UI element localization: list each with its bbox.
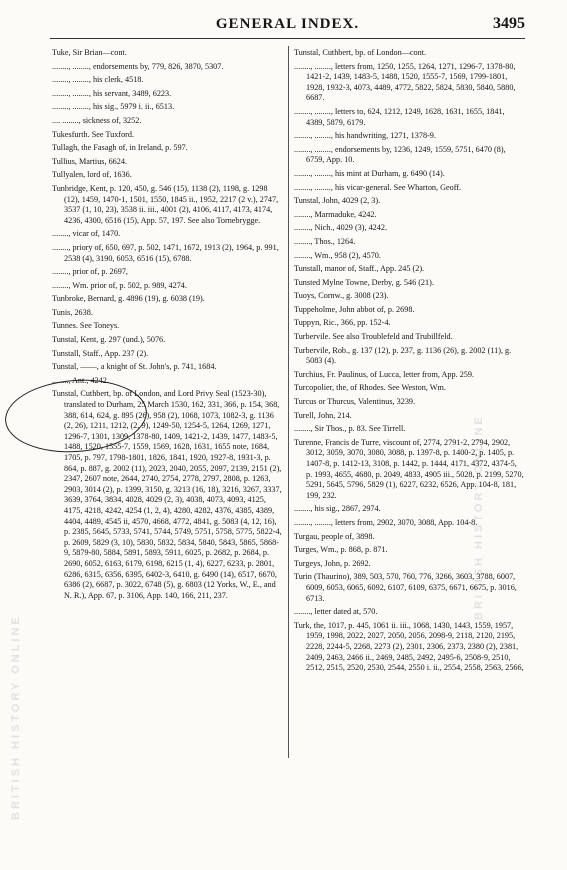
- index-entry: ........, ........, his vicar-general. See Wharton, Geoff.: [294, 182, 462, 192]
- index-entry: Tunstal, Kent, g. 297 (und.), 5076.: [52, 335, 166, 345]
- index-entry: .... ........, sickness of, 3252.: [52, 115, 142, 125]
- index-entry: ........, ........, his mint at Durham, g. 6490 (14).: [294, 168, 445, 178]
- index-entry: ........, Wm., 958 (2), 4570.: [294, 250, 381, 260]
- index-entry: Turchius, Fr. Paulinus, of Lucca, letter from, App. 259.: [294, 369, 475, 379]
- index-entry: Turcopolier, the, of Rhodes. See Weston, Wm.: [294, 383, 446, 393]
- index-entry: ........, ........, his handwriting, 1271, 1378-9.: [294, 131, 436, 141]
- index-entry: Tunbroke, Bernard, g. 4896 (19), g. 6038 (19).: [52, 294, 205, 304]
- index-entry: ........, Ant., 4242.: [52, 375, 109, 385]
- index-entry: Tuke, Sir Brian—cont.: [52, 48, 127, 57]
- index-entry: ........, vicar of, 1470.: [52, 229, 121, 239]
- index-entry: ........, ........, letters to, 624, 1212, 1249, 1628, 1631, 1655, 1841, 4389, 5879, 6179.: [294, 106, 505, 127]
- index-entry: ........, ........, letters from, 1250, 1255, 1264, 1271, 1296-7, 1378-80, 1421-2, 1439, 1483-5, 1488, 1520, 1555-7, 1569, 1799-1801, 1928, 1932-3, 4073, 4489, 4772, 5822, 5824, 5830, 5840, 5880, 6687.: [294, 61, 516, 103]
- index-entry: ........, letter dated at, 570.: [294, 607, 378, 617]
- index-entry: ........, priory of, 650, 697, p. 502, 1471, 1672, 1913 (2), 1964, p. 991, 2538 (4), 3190, 6053, 6516 (15), 6788.: [52, 242, 279, 263]
- index-entry: Turbervile, Rob., g. 137 (12), p. 237, g. 1136 (26), g. 2002 (11), g. 5083 (4).: [294, 345, 512, 366]
- index-entry: Tullyalen, lord of, 1636.: [52, 170, 132, 180]
- index-entry: ........, ........, his clerk, 4518.: [52, 75, 144, 85]
- page-header: [50, 14, 525, 36]
- index-entry: ........, Wm. prior of, p. 502, p. 989, 4274.: [52, 280, 187, 290]
- header-rule: [50, 38, 525, 39]
- index-entry: Turk, the, 1017, p. 445, 1061 ii. iii., 1068, 1430, 1443, 1559, 1957, 1959, 1998, 2022, 2027, 2050, 2056, 2098-9, 2118, 2120, 2195, 2228, 2244-5, 2268, 2273 (2), 2301, 2306, 2373, 2380 (2), 2381, 2409, 2463, 2466 ii., 2469, 2485, 2492, 2495-6, 2508-9, 2510, 2512, 2515, 2520, 2530, 2544, 2550 i. ii., 2554, 2558, 2563, 2566,: [294, 620, 524, 673]
- index-entry: Turges, Wm., p. 868, p. 871.: [294, 545, 388, 555]
- watermark-stamp-left: BRITISH HISTORY ONLINE: [10, 614, 22, 820]
- watermark-stamp: BRITISH HISTORY ONLINE: [473, 414, 485, 620]
- index-entry: ........, ........, letters from, 2902, 3070, 3088, App. 104-8.: [294, 517, 478, 527]
- index-entry: Tuoys, Cornw., g. 3008 (23).: [294, 291, 389, 301]
- index-entry: Tunstal, ——, a knight of St. John's, p. 741, 1684.: [52, 362, 217, 372]
- index-entry: Turbervile. See also Troublefeld and Trubillfeld.: [294, 332, 453, 342]
- index-entry: ........, prior of, p. 2697,: [52, 267, 128, 277]
- page-number: 3495: [493, 15, 525, 32]
- index-entry: ........, ........, his servant, 3489, 6223.: [52, 88, 172, 98]
- index-entry: Tuppeholme, John abbot of, p. 2698.: [294, 304, 415, 314]
- index-entry: ........, Nich., 4029 (3), 4242.: [294, 223, 388, 233]
- index-entry: Tullius, Martius, 6624.: [52, 156, 127, 166]
- index-entry: Turin (Thaurino), 389, 503, 570, 760, 776, 3266, 3603, 3788, 6007, 6009, 6053, 6065, 6092, 6107, 6109, 6375, 6671, 6675, p. 3016, 6713.: [294, 572, 517, 603]
- index-entry: Tunsted Mylne Towne, Derby, g. 546 (21).: [294, 277, 434, 287]
- index-entry: Turgeys, John, p. 2692.: [294, 558, 371, 568]
- index-entry: Tunbridge, Kent, p. 120, 450, g. 546 (15), 1138 (2), 1198, g. 1298 (12), 1459, 1470-1, 1501, 1550, 1845 ii., 1952, 2217 (2 v.), 2747, 3537 (1, 10, 23), 3538 ii. iii., 4001 (2), 4106, 4117, 4173, 4174, 4236, 4300, 6516 (15), App. 57, 197. See also Tornebrygge.: [52, 183, 279, 225]
- index-entry: Tullagh, the Fasagh of, in Ireland, p. 597.: [52, 143, 188, 153]
- index-entry: ........, Sir Thos., p. 83. See Tirrell.: [294, 424, 406, 434]
- index-entry: Tunstal, Cuthbert, bp. of London—cont.: [294, 48, 427, 57]
- left-column: [52, 48, 282, 604]
- index-entry: Tunnes. See Toneys.: [52, 321, 120, 331]
- index-entry: Tunstall, manor of, Staff., App. 245 (2).: [294, 264, 425, 274]
- index-entry: ........, his sig., 2867, 2974.: [294, 504, 381, 514]
- index-entry: Tunstall, Staff., App. 237 (2).: [52, 348, 149, 358]
- index-entry: ........, Thos., 1264.: [294, 236, 356, 246]
- index-entry: Turell, John, 214.: [294, 410, 352, 420]
- index-entry: ........, ........, his sig., 5979 i. ii., 6513.: [52, 102, 175, 112]
- index-entry: Tunstal, Cuthbert, bp. of London, and Lord Privy Seal (1523-30), translated to Durham, 25 March 1530, 162, 331, 366, p. 154, 368, 388, 614, 624, g. 895 (26), 958 (2), 1068, 1073, 1082-3, g. 1136 (2, 26), 1211, 1212, (2, 9), 1249-50, 1254-5, 1264, 1269, 1271, 1296-7, 1301, 1309, 1378-80, 1409, 1421-2, 1439, 1477, 1483-5, 1488, 1520, 1555-7, 1559, 1569, 1628, 1631, 1655 note, 1684, 1705, p. 797, 1798-1801, 1826, 1841, 1920, 1927-8, 1931-3, p. 864, p. 887, g. 2002 (11), 2023, 2040, 2055, 2097, 2139, 2151 (2), 2347, 2607 note, 2644, 2740, 2754, 2778, 2797, 2808, p. 1263, 2903, 3014 (2), p. 1399, 3150, g. 3213 (16, 18), 3216, 3267, 3337, 3639, 3764, 3834, 4028, 4029 (2, 3), 4038, 4073, 4093, 4125, 4175, 4218, 4242, 4254 (1, 2, 4), 4280, 4282, 4376, 4385, 4389, 4404, 4489, 4545 ii, 4570, 4668, 4772, 4841, g. 5083 (4, 12, 16), p. 2385, 5645, 5733, 5741, 5744, 5749, 5751, 5758, 5775, 5822-4, p. 2609, 5829 (3, 10), 5830, 5832, 5834, 5840, 5843, 5865, 5868-9, 5879-80, 5884, 5891, 5893, 5911, 6025, p. 2682, p. 2684, p. 2690, 6052, 6163, 6179, 6198, 6215 (1, 4), 6227, 6233, p. 2801, 6286, 6315, 6356, 6395, 6402-3, 6410, g. 6490 (14), 6517, 6670, 6386 (2), 6687, p. 3022, 6748 (5), g. 6803 (12 Yorks, W., E., and N. R.), App. 67, p. 3106, App. 140, 166, 211, 237.: [52, 389, 282, 600]
- index-entry: Tuppyn, Ric., 366, pp. 152-4.: [294, 318, 391, 328]
- right-column: [294, 48, 524, 677]
- index-entry: Turcus or Thurcus, Valentinus, 3239.: [294, 397, 416, 407]
- index-entry: ........, ........, endorsements by, 779, 826, 3870, 5307.: [52, 61, 224, 71]
- index-entry: Turenne, Francis de Turre, viscount of, 2774, 2791-2, 2794, 2902, 3012, 3059, 3070, 3080, 3088, p. 1397-8, p. 1400-2, p. 1405, p. 1407-8, p. 1412-13, 3108, p. 1442, p. 1444, 4171, 4372, 4374-5, p. 1993, 4655, 4680, p. 2049, 4833, 4905 iii., 5028, p. 2199, 5270, 5291, 5645, 5796, 5829 (1), 6227, 6232, 6526, App. 104-8, 181, 199, 232.: [294, 437, 524, 500]
- index-entry: ........, Marmaduke, 4242.: [294, 209, 377, 219]
- column-divider: [288, 46, 289, 758]
- index-entry: Turgau, people of, 3898.: [294, 531, 375, 541]
- index-entry: Tunis, 2638.: [52, 307, 93, 317]
- index-entry: Tukesfurth. See Tuxford.: [52, 129, 135, 139]
- index-entry: ........, ........, endorsements by, 1236, 1249, 1559, 5751, 6470 (8), 6759, App. 10.: [294, 144, 506, 165]
- index-entry: Tunstal, John, 4029 (2, 3).: [294, 196, 381, 206]
- page-title: GENERAL INDEX.: [215, 16, 360, 32]
